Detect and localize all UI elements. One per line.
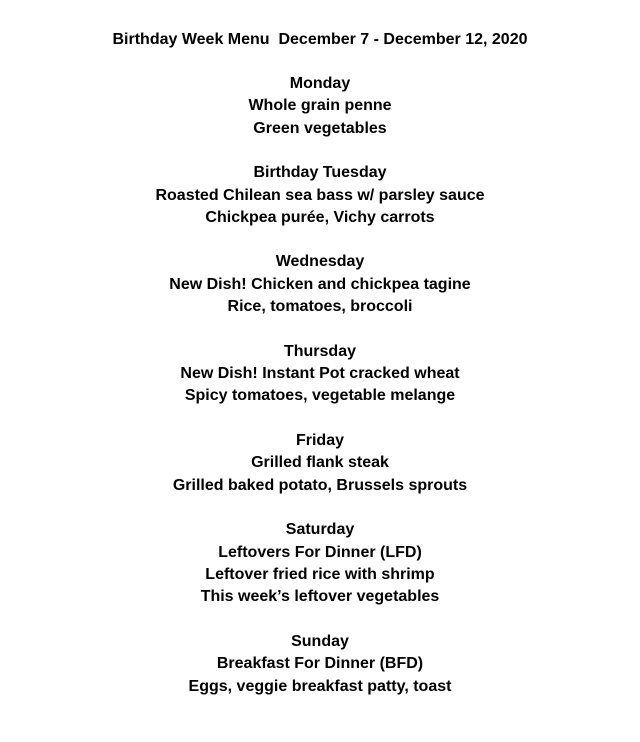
dish-line: Breakfast For Dinner (BFD) [216, 655, 424, 673]
day-section-sunday [0, 631, 640, 698]
dish-line: Leftover fried rice with shrimp [205, 565, 435, 583]
dish-line: Leftovers For Dinner (LFD) [218, 543, 422, 561]
day-section-monday [0, 73, 640, 140]
dish-line: New Dish! Chicken and chickpea tagine [169, 275, 471, 293]
dish-line: Whole grain penne [248, 97, 392, 115]
dish-line: Roasted Chilean sea bass w/ parsley sauce [155, 186, 485, 204]
dish-line: Grilled baked potato, Brussels sprouts [172, 476, 468, 494]
menu-title: Birthday Week Menu December 7 - December 12, 2020 [112, 31, 528, 48]
day-name: Thursday [283, 342, 356, 360]
dish-line: Spicy tomatoes, vegetable melange [184, 387, 456, 405]
dish-line: Chickpea purée, Vichy carrots [205, 209, 435, 227]
day-section-thursday [0, 341, 640, 408]
day-section-tuesday [0, 162, 640, 229]
dish-line: Green vegetables [253, 119, 387, 137]
dish-line: Eggs, veggie breakfast patty, toast [188, 677, 452, 695]
day-section-friday [0, 430, 640, 497]
dish-line: This week’s leftover vegetables [200, 588, 440, 606]
day-name: Monday [289, 75, 351, 92]
day-name: Sunday [291, 632, 349, 650]
day-name: Wednesday [275, 253, 365, 271]
day-name: Birthday Tuesday [253, 164, 387, 182]
day-section-saturday [0, 519, 640, 609]
day-name: Saturday [285, 521, 355, 539]
dish-line: New Dish! Instant Pot cracked wheat [180, 365, 460, 383]
dish-line: Rice, tomatoes, broccoli [227, 298, 413, 316]
day-section-wednesday [0, 251, 640, 318]
menu-days [0, 73, 640, 698]
day-name: Friday [295, 431, 344, 449]
dish-line: Grilled flank steak [251, 454, 389, 472]
